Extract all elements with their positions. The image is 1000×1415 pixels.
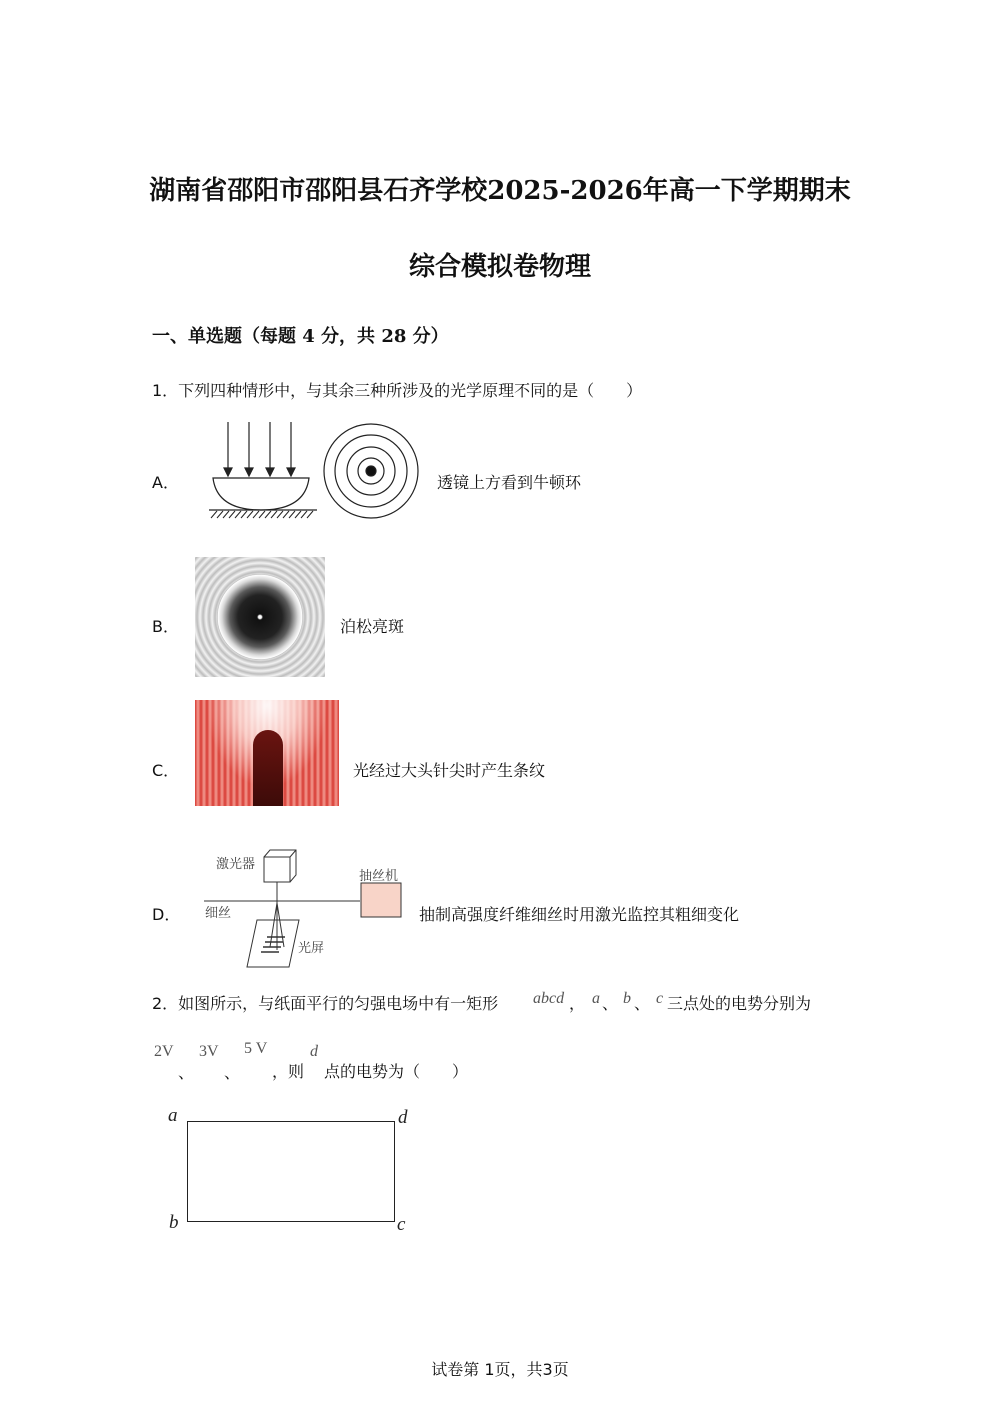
option-c-letter: C． xyxy=(152,761,180,780)
question-2-stem-part2: 三点处的电势分别为 xyxy=(667,994,812,1013)
page-title-line1: 湖南省邵阳市邵阳县石齐学校2025-2026年高一下学期期末 xyxy=(149,176,851,206)
laser-label: 激光器 xyxy=(216,857,256,872)
question-2-stem-part3: 点的电势为（ ） xyxy=(324,1062,469,1081)
option-a-letter: A． xyxy=(152,473,179,492)
corner-c-label: c xyxy=(397,1214,406,1235)
potential-b: 3V xyxy=(199,1043,219,1060)
potential-c: 5 V xyxy=(244,1040,268,1057)
option-b-letter: B． xyxy=(152,617,179,636)
corner-b-label: b xyxy=(169,1212,179,1233)
point-d-label: d xyxy=(310,1043,318,1060)
newton-rings-figure xyxy=(205,418,420,526)
point-b-label: b xyxy=(623,990,631,1007)
q2-sep2: 、 xyxy=(634,994,651,1013)
poisson-spot-image xyxy=(195,557,325,677)
question-2-stem-part1: 2．如图所示，与纸面平行的匀强电场中有一矩形 xyxy=(152,994,499,1013)
machine-label: 抽丝机 xyxy=(359,869,399,884)
corner-d-label: d xyxy=(398,1107,408,1128)
q2-sep1: 、 xyxy=(602,994,619,1013)
wire-label: 细丝 xyxy=(205,906,232,921)
option-a-caption: 透镜上方看到牛顿环 xyxy=(437,473,582,492)
screen-label: 光屏 xyxy=(298,941,325,956)
pin-tip-fringes-image xyxy=(195,700,339,806)
page-footer: 试卷第 1页，共3页 xyxy=(431,1360,569,1379)
q2-then: ，则 xyxy=(272,1062,305,1081)
rect-name: abcd xyxy=(533,990,565,1007)
section-heading: 一、单选题（每题 4 分，共 28 分） xyxy=(152,326,449,347)
option-c-caption: 光经过大头针尖时产生条纹 xyxy=(353,761,546,780)
q2-comma: ， xyxy=(569,994,586,1013)
rectangle-abcd xyxy=(187,1121,395,1222)
option-d-letter: D． xyxy=(152,905,181,924)
q2-sep3: 、 xyxy=(178,1063,195,1082)
point-a-label: a xyxy=(592,990,600,1007)
q2-sep4: 、 xyxy=(224,1063,241,1082)
potential-a: 2V xyxy=(154,1043,174,1060)
question-1-stem: 1．下列四种情形中，与其余三种所涉及的光学原理不同的是（ ） xyxy=(152,381,643,400)
point-c-label: c xyxy=(656,990,664,1007)
option-d-caption: 抽制高强度纤维细丝时用激光监控其粗细变化 xyxy=(419,905,740,924)
page-title-line2: 综合模拟卷物理 xyxy=(408,252,591,282)
option-b-caption: 泊松亮斑 xyxy=(340,617,405,636)
corner-a-label: a xyxy=(168,1105,178,1126)
